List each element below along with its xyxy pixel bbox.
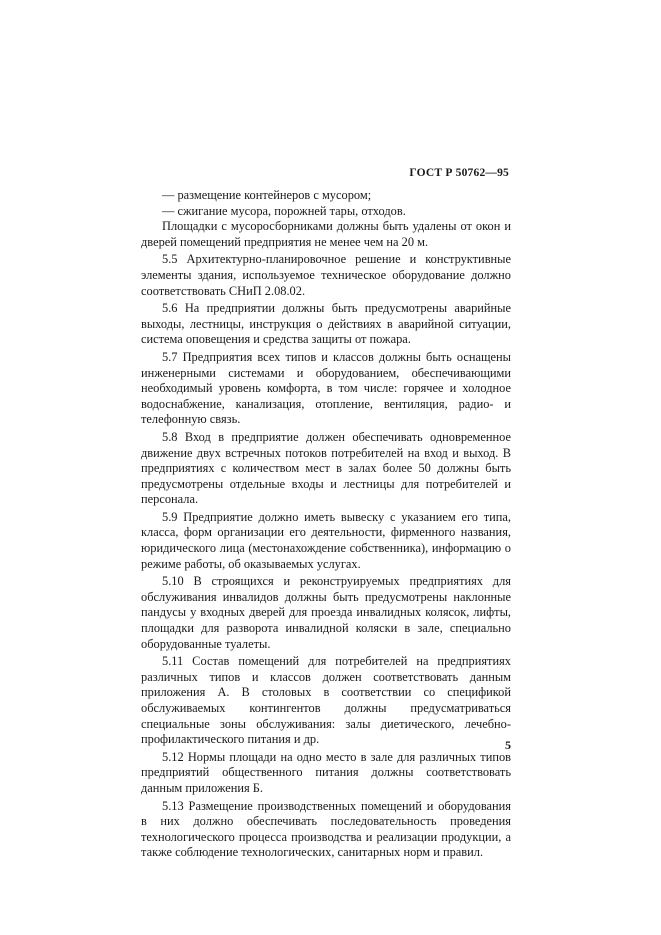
clause-5-13: 5.13 Размещение производственных помещений и оборудования в них должно обеспечивать последовательность проведения технологического процесса производства и реализации продукции, а также соблюдение технологических, санитарных норм и правил. (141, 798, 511, 860)
clause-5-8: 5.8 Вход в предприятие должен обеспечивать одновременное движение двух встречных потоков потребителей на вход и выход. В предприятиях с количеством мест в залах более 50 должны быть предусмотрены отдельные входы и лестницы для потребителей и персонала. (141, 429, 511, 507)
clause-5-12: 5.12 Нормы площади на одно место в зале для различных типов предприятий общественного питания должны соответствовать данным приложения Б. (141, 749, 511, 795)
clause-5-11: 5.11 Состав помещений для потребителей на предприятиях различных типов и классов должен соответствовать данным приложения А. В столовых в соответствии со спецификой обслуживаемых контингентов должны предусматриваться специальные зоны обслуживания: залы диетического, лечебно-профилактического питания и др. (141, 654, 511, 747)
list-item-waste-burning: — сжигание мусора, порожней тары, отходов. (162, 203, 406, 218)
document-code-header: ГОСТ Р 50762—95 (409, 167, 509, 179)
clause-5-7: 5.7 Предприятия всех типов и классов должны быть оснащены инженерными системами и оборудованием, обеспечивающими необходимый уровень комфорта, в том числе: горячее и холодное водоснабжение, канализация, отопление, вентиляция, радио- и телефонную связь. (141, 349, 511, 427)
paragraph-waste-sites: Площадки с мусоросборниками должны быть удалены от окон и дверей помещений предприятия не менее чем на 20 м. (141, 219, 511, 249)
document-body (141, 188, 511, 861)
clause-5-10: 5.10 В строящихся и реконструируемых предприятиях для обслуживания инвалидов должны быть предусмотрены наклонные пандусы у входных дверей для проезда инвалидных колясок, лифты, площадки для разворота инвалидной коляски в зале, специально оборудованные туалеты. (141, 574, 511, 651)
clause-5-6: 5.6 На предприятии должны быть предусмотрены аварийные выходы, лестницы, инструкция о действиях в аварийной ситуации, система оповещения и средства защиты от пожара. (141, 301, 511, 347)
clause-5-5: 5.5 Архитектурно-планировочное решение и конструктивные элементы здания, используемое техническое оборудование должно соответствовать СНиП 2.08.02. (141, 252, 511, 298)
page-number: 5 (505, 738, 511, 752)
list-item-container-placement: — размещение контейнеров с мусором; (162, 188, 372, 202)
clause-5-9: 5.9 Предприятие должно иметь вывеску с указанием его типа, класса, форм организации его деятельности, фирменного названия, юридического лица (местонахождение собственника), информацию о режиме работы, об оказываемых услугах. (141, 509, 511, 571)
